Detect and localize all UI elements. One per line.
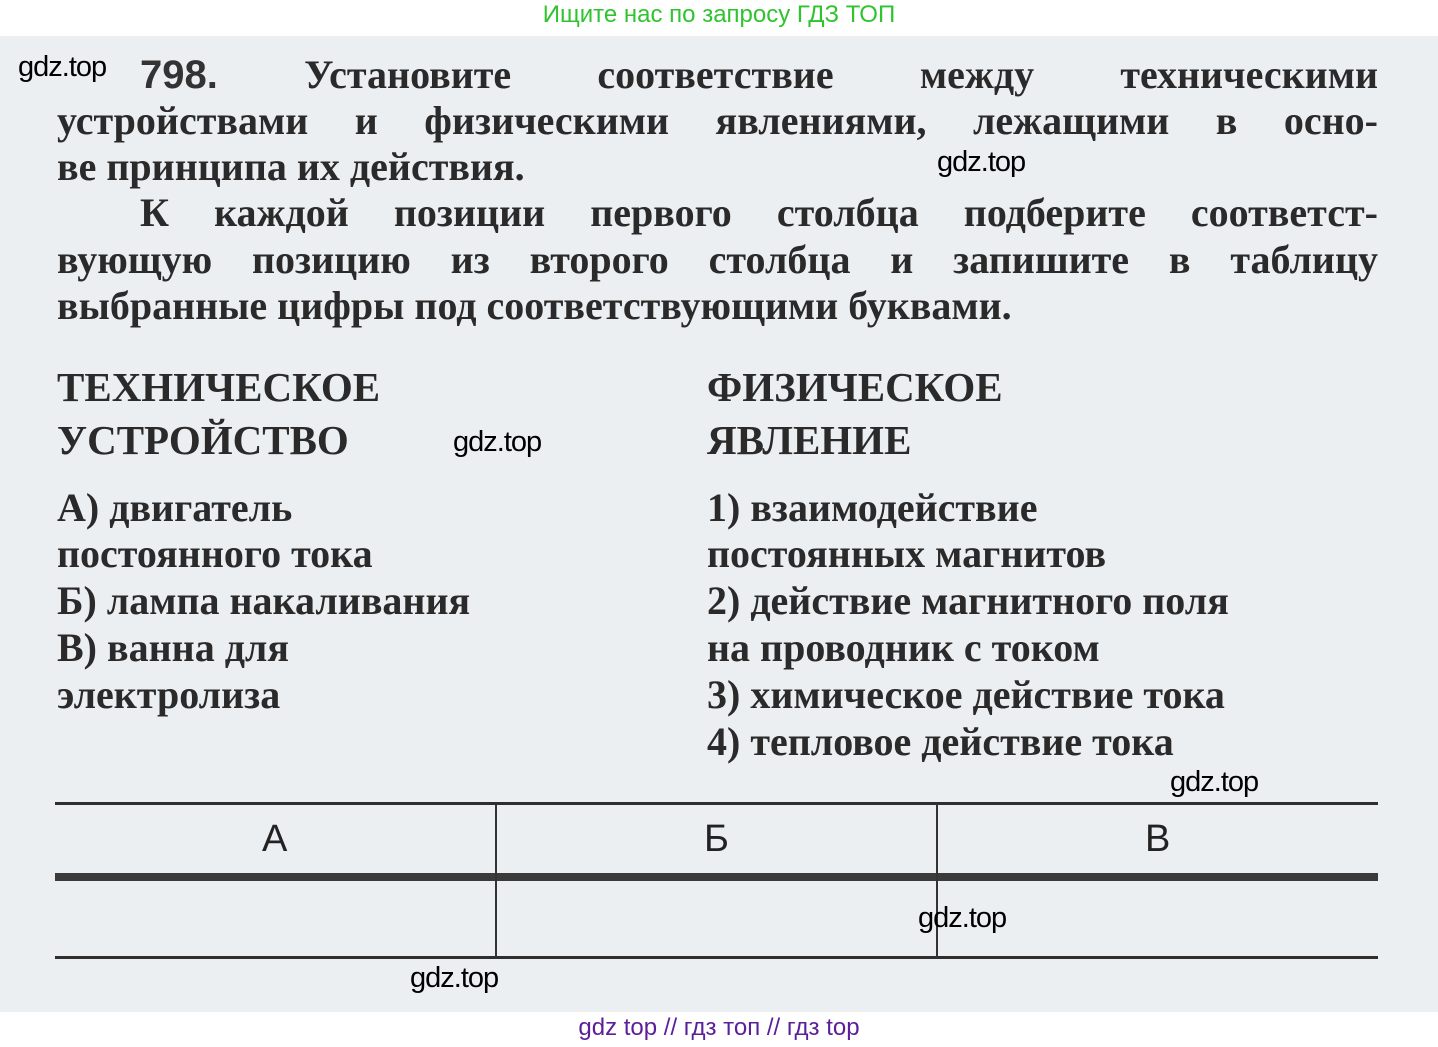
right-item: 4) тепловое действие тока <box>707 719 1174 764</box>
task-line-5: вующую позицию из второго столбца и запишите в таблицу <box>57 237 1378 282</box>
table-bottom-rule <box>55 956 1378 959</box>
left-item: В) ванна для <box>57 625 290 670</box>
right-heading-1: ФИЗИЧЕСКОЕ <box>707 364 1003 410</box>
task-line-4: К каждой позиции первого столбца подберите соответст- <box>140 190 1378 235</box>
right-item: на проводник с током <box>707 625 1100 670</box>
answer-cell-a[interactable] <box>55 881 495 956</box>
task-line-6: выбранные цифры под соответствующими буквами. <box>57 283 1012 328</box>
right-heading-2: ЯВЛЕНИЕ <box>707 417 912 463</box>
watermark: gdz.top <box>410 962 499 994</box>
footer-banner: gdz top // гдз топ // гдз top <box>578 1014 860 1041</box>
left-heading-1: ТЕХНИЧЕСКОЕ <box>57 364 381 410</box>
table-header-b: Б <box>704 818 729 860</box>
table-header-v: В <box>1145 818 1171 860</box>
left-item: Б) лампа накаливания <box>57 578 471 623</box>
left-item: постоянного тока <box>57 531 373 576</box>
task-text: Установите соответствие между техническими <box>304 52 1378 97</box>
search-banner: Ищите нас по запросу ГДЗ ТОП <box>542 1 896 28</box>
right-item: 2) действие магнитного поля <box>707 578 1229 623</box>
watermark: gdz.top <box>1170 766 1259 798</box>
table-header-a: А <box>262 818 288 860</box>
watermark: gdz.top <box>937 146 1026 178</box>
watermark: gdz.top <box>918 902 1007 934</box>
task-line-2: устройствами и физическими явлениями, лежащими в осно- <box>57 98 1378 143</box>
left-item: электролиза <box>57 672 281 717</box>
task-line-1 <box>140 52 1378 98</box>
watermark: gdz.top <box>18 51 107 83</box>
left-heading-2: УСТРОЙСТВО <box>57 417 349 463</box>
task-line-3: ве принципа их действия. <box>57 144 525 189</box>
right-item: постоянных магнитов <box>707 531 1107 576</box>
task-number: 798. <box>140 53 218 97</box>
table-header-rule <box>55 873 1378 881</box>
right-item: 1) взаимодействие <box>707 485 1038 530</box>
watermark: gdz.top <box>453 426 542 458</box>
table-top-rule <box>55 802 1378 805</box>
right-item: 3) химическое действие тока <box>707 672 1225 717</box>
left-item: А) двигатель <box>57 485 293 530</box>
answer-cell-b[interactable] <box>497 881 936 956</box>
